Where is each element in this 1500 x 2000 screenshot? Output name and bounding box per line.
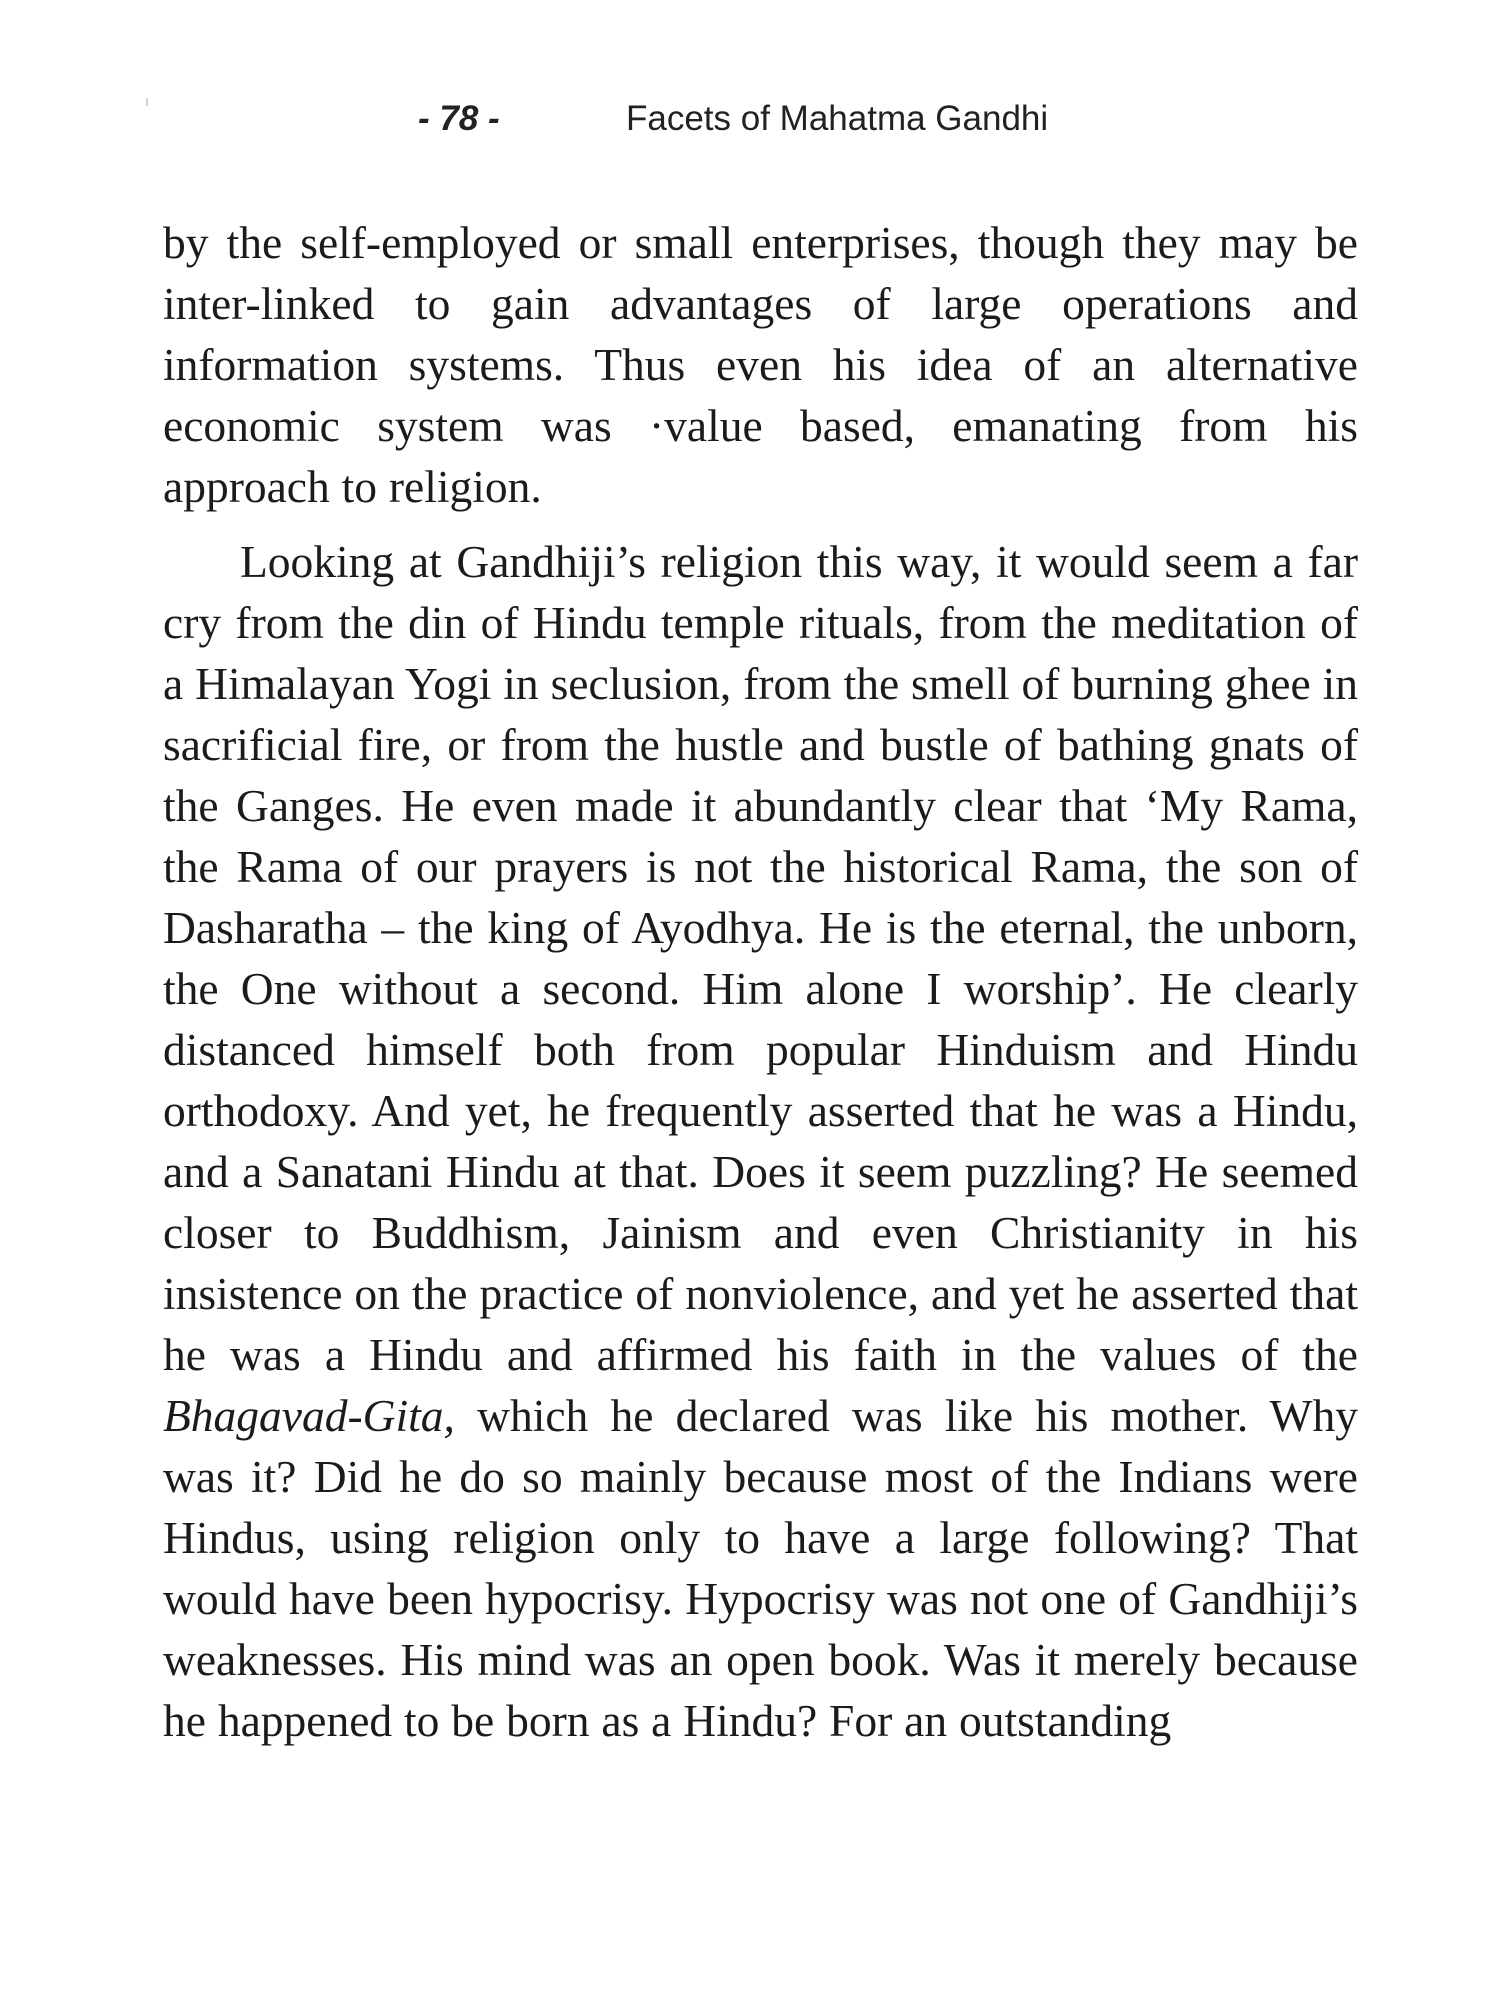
page-number: - 78 - [418,99,500,138]
running-header [0,94,1500,144]
paragraph-2-text-start: Looking at Gandhiji’s religion this way, it would seem a far cry from the din of Hindu temple rituals, from the meditation of a Himalayan Yogi in seclusion, from the smell of burning ghee in sacrificial fire, or from the hustle and bustle of bathing gnats of the Ganges. He even made it abundantly clear that ‘My Rama, the Rama of our prayers is not the historical Rama, the son of Dasharatha – the king of Ayodhya. He is the eternal, the unborn, the One without a second. Him alone I worship’. He clearly distanced himself both from popular Hinduism and Hindu orthodoxy. And yet, he frequently asserted that he was a Hindu, and a Sanatani Hindu at that. Does it seem puzzling? He seemed closer to Buddhism, Jainism and even Christianity in his insistence on the practice of nonviolence, and yet he asserted that he was a Hindu and affirmed his faith in the values of the [163,536,1358,1380]
paragraph-2 [163,531,1358,1751]
body-text [163,212,1358,1751]
book-title: Facets of Mahatma Gandhi [626,99,1049,138]
paragraph-1: by the self-employed or small enterprises, though they may be inter-linked to gain advantages of large operations and information systems. Thus even his idea of an alternative economic system was ·value based, emanating from his approach to religion. [163,217,1358,512]
italic-title-bhagavad-gita: Bhagavad-Gita, [163,1390,455,1441]
paragraph-2-text-end: which he declared was like his mother. Why was it? Did he do so mainly because most of the Indians were Hindus, using religion only to have a large following? That would have been hypocrisy. Hypocrisy was not one of Gandhiji’s weaknesses. His mind was an open book. Was it merely because he happened to be born as a Hindu? For an outstanding [163,1390,1359,1746]
